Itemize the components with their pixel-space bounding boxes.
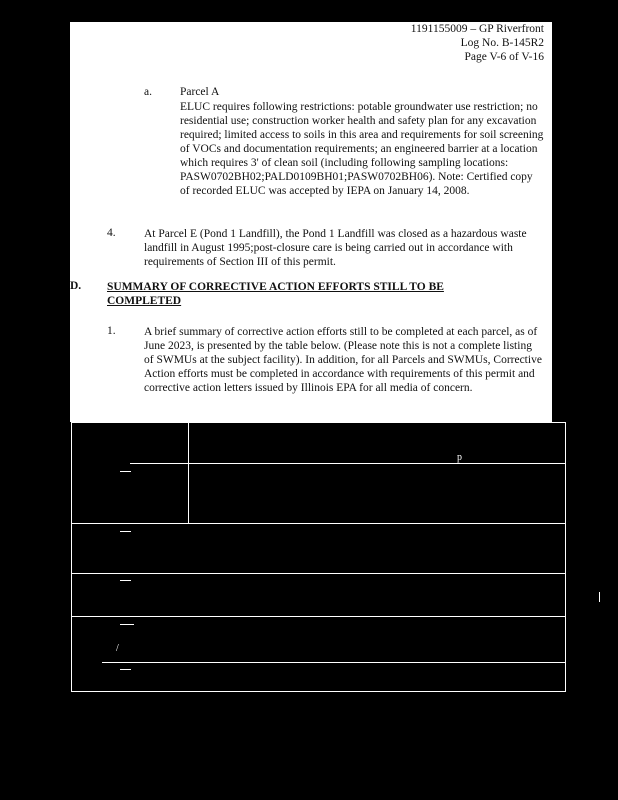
facility-line: 1191155009 – GP Riverfront bbox=[410, 23, 544, 35]
item-1-number: 1. bbox=[107, 325, 116, 337]
table-row-rule bbox=[102, 662, 566, 663]
parcel-a-label: a. bbox=[144, 86, 152, 98]
table-header-mark: p bbox=[457, 452, 462, 463]
parcel-a-title: Parcel A bbox=[180, 86, 220, 98]
scan-edge-mark bbox=[599, 592, 600, 602]
table-row-dash bbox=[120, 580, 131, 581]
table-row-dash bbox=[120, 471, 131, 472]
table-row-dash bbox=[120, 531, 131, 532]
log-number: Log No. B-145R2 bbox=[460, 37, 544, 49]
table-row-mark: / bbox=[116, 643, 119, 654]
item-1-text: A brief summary of corrective action efforts still to be completed at each parcel, as of June 2023, is presented by the table below. (Please note this is not a complete listing of SWMUs at the subject facility). In addition, for all Parcels and SWMUs, Corrective Action efforts must be completed in accordance with requirements of this permit and corrective action letters issued by Illinois EPA for all media of concern. bbox=[144, 326, 542, 394]
table-row-rule bbox=[72, 523, 566, 524]
table-column-divider bbox=[188, 423, 189, 523]
corrective-action-table bbox=[71, 422, 566, 692]
table-row-rule bbox=[72, 616, 566, 617]
section-d-title: SUMMARY OF CORRECTIVE ACTION EFFORTS STILL TO BE COMPLETED bbox=[107, 281, 444, 307]
table-row-dash bbox=[120, 669, 131, 670]
page-header bbox=[411, 22, 544, 64]
table-row-dash bbox=[120, 624, 134, 625]
table-header-rule bbox=[130, 463, 566, 464]
parcel-a-text: ELUC requires following restrictions: potable groundwater use restriction; no residential use; construction worker health and safety plan for any excavation required; limited access to soils in this area and requirements for soil screening of VOCs and documentation requirements; an engineered barrier at a location which requires 3' of clean soil (including following sampling locations: PASW0702BH02;PALD0109BH01;PASW0702BH06). Note: Certified copy of recorded ELUC was accepted by IEPA on January 14, 2008. bbox=[180, 101, 544, 197]
section-d-letter: D. bbox=[70, 280, 82, 292]
item-4-number: 4. bbox=[107, 227, 116, 239]
page-number: Page V-6 of V-16 bbox=[464, 51, 544, 63]
item-4-text: At Parcel E (Pond 1 Landfill), the Pond 1 Landfill was closed as a hazardous waste landfill in August 1995;post-closure care is being carried out in accordance with requirements of Section III of this permit. bbox=[144, 228, 527, 268]
table-row-rule bbox=[72, 573, 566, 574]
document-page bbox=[70, 22, 552, 422]
